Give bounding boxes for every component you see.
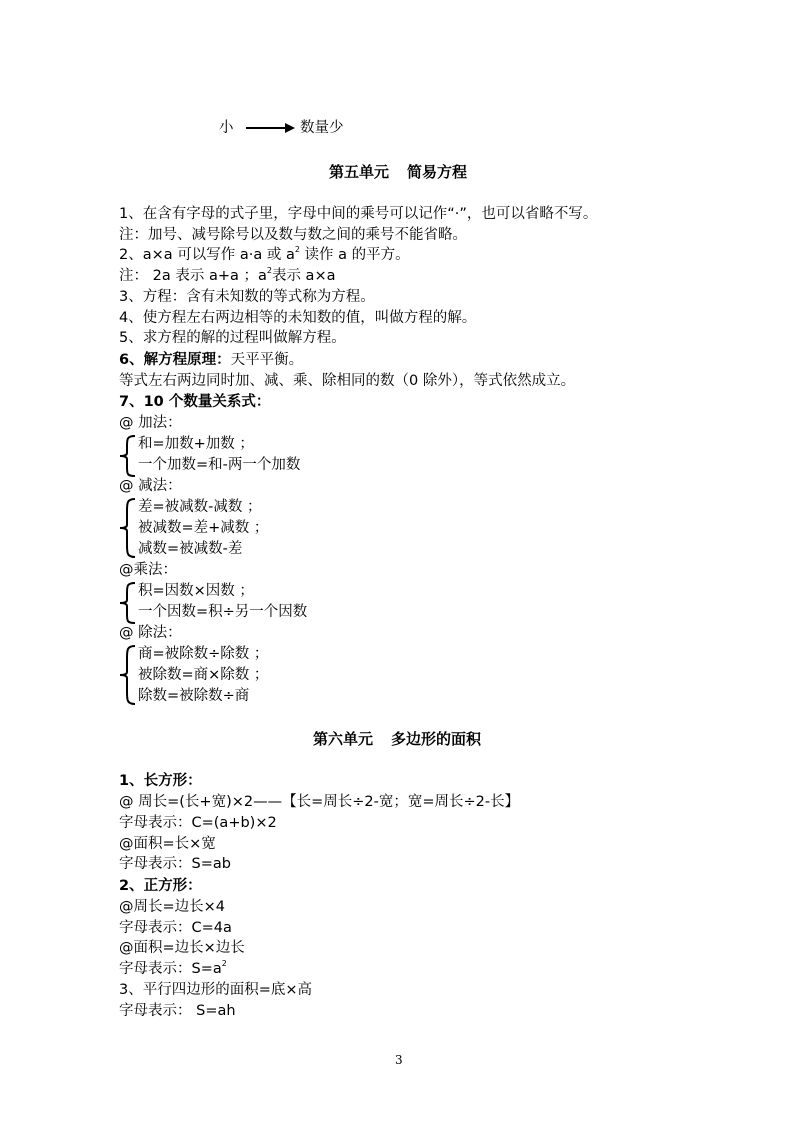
subtraction-formula-2: 被减数=差+减数 ； [138, 520, 269, 536]
square-heading: 2、正方形： [119, 878, 202, 894]
multiplication-formula-2: 一个因数=积÷另一个因数 [138, 604, 308, 620]
rectangle-area-letters: 字母表示：S=ab [119, 856, 231, 872]
label-small: 小 [219, 120, 234, 136]
principle-heading: 6、解方程原理： [119, 352, 231, 368]
division-title: @ 除法： [119, 625, 182, 641]
superscript: 2 [221, 959, 227, 968]
section-title-unit5 [329, 162, 467, 182]
unit5-line-4-text: 注： 2a 表示 a+a ；a [119, 268, 267, 284]
unit5-line-4 [119, 266, 335, 286]
unit5-line-7: 5、求方程的解的过程叫做解方程。 [119, 330, 346, 346]
division-formula-2: 被除数=商×除数 ； [138, 667, 269, 683]
parallelogram-area: 3、平行四边形的面积=底×高 [119, 982, 313, 998]
square-perimeter: @周长=边长×4 [119, 899, 226, 915]
unit5-line-1: 1、在含有字母的式子里，字母中间的乘号可以记作“·”，也可以省略不写。 [119, 206, 598, 222]
unit5-line-8 [119, 350, 303, 370]
unit5-line-4-tail: 表示 a×a [271, 268, 336, 284]
unit6-title-number: 第六单元 [313, 730, 374, 748]
rectangle-area: @面积=长×宽 [119, 836, 216, 852]
unit5-title-number: 第五单元 [329, 163, 390, 181]
unit5-line-3 [119, 245, 410, 265]
rectangle-heading: 1、长方形： [119, 773, 202, 789]
division-formula-3: 除数=被除数÷商 [138, 688, 250, 704]
principle-text: 天平平衡。 [230, 352, 304, 368]
addition-formula-2: 一个加数=和-两一个加数 [138, 457, 301, 473]
division-formula-1: 商=被除数÷除数 ； [138, 646, 269, 662]
unit5-line-6: 4、使方程左右两边相等的未知数的值，叫做方程的解。 [119, 310, 477, 326]
unit5-line-2: 注：加号、减号除号以及数与数之间的乘号不能省略。 [119, 227, 467, 243]
page-number: 3 [395, 1053, 403, 1067]
unit5-title-name: 简易方程 [407, 163, 468, 181]
rectangle-perimeter-letters: 字母表示：C=(a+b)×2 [119, 815, 277, 831]
multiplication-formula-1: 积=因数×因数 ； [138, 583, 254, 599]
brace-icon [115, 644, 139, 706]
label-few: 数量少 [300, 120, 344, 136]
superscript: 2 [266, 266, 272, 275]
relations-heading: 7、10 个数量关系式： [119, 394, 271, 410]
unit5-line-9: 等式左右两边同时加、减、乘、除相同的数（0 除外），等式依然成立。 [119, 373, 576, 389]
section-title-unit6 [313, 729, 481, 749]
unit5-line-5: 3、方程：含有未知数的等式称为方程。 [119, 289, 375, 305]
brace-icon [115, 497, 139, 559]
brace-icon [115, 581, 139, 625]
unit5-line-3-tail: 读作 a 的平方。 [299, 247, 410, 263]
arrow-icon [245, 121, 295, 135]
rectangle-perimeter: @ 周长=(长+宽)×2——【长=周长÷2-宽；宽=周长÷2-长】 [119, 794, 520, 810]
addition-title: @ 加法： [119, 415, 182, 431]
subtraction-formula-1: 差=被减数-减数 ； [138, 499, 262, 515]
subtraction-title: @ 减法： [119, 478, 182, 494]
unit5-line-3-text: 2、a×a 可以写作 a·a 或 a [119, 247, 295, 263]
square-area-letters-text: 字母表示：S=a [119, 961, 222, 977]
parallelogram-area-letters: 字母表示： S=ah [119, 1003, 236, 1019]
multiplication-title: @乘法： [119, 562, 177, 578]
superscript: 2 [294, 245, 300, 254]
unit6-title-name: 多边形的面积 [391, 730, 482, 748]
subtraction-formula-3: 减数=被减数-差 [138, 541, 243, 557]
brace-icon [115, 434, 139, 478]
square-area: @面积=边长×边长 [119, 940, 245, 956]
square-perimeter-letters: 字母表示：C=4a [119, 920, 232, 936]
addition-formula-1: 和=加数+加数 ； [138, 436, 254, 452]
square-area-letters [119, 959, 227, 979]
